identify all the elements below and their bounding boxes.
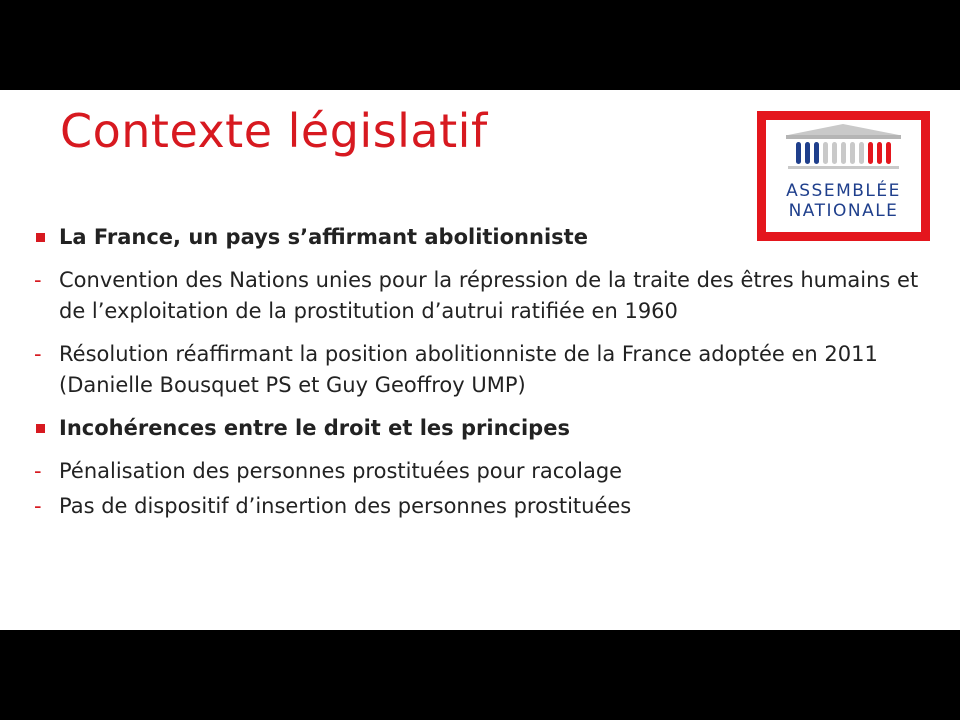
logo-inner xyxy=(766,120,921,232)
slide-content xyxy=(34,222,934,528)
dash-marker: - xyxy=(34,342,42,366)
dash-marker: - xyxy=(34,459,42,483)
logo-text-line1: ASSEMBLÉE xyxy=(786,181,901,201)
logo-text-line2: NATIONALE xyxy=(788,201,899,221)
square-bullet-icon xyxy=(36,233,45,242)
dash-text: Pas de dispositif d’insertion des personnes prostituées xyxy=(59,494,632,518)
dash-item xyxy=(34,456,934,487)
dash-text: Pénalisation des personnes prostituées pour racolage xyxy=(59,459,623,483)
letterbox-bottom xyxy=(0,630,960,720)
bullet-text: Incohérences entre le droit et les principes xyxy=(59,416,570,440)
dash-marker: - xyxy=(34,494,42,518)
dash-item xyxy=(34,491,934,522)
dash-item xyxy=(34,339,934,401)
letterbox-top xyxy=(0,0,960,90)
slide-title: Contexte législatif xyxy=(60,104,488,158)
dash-text: Convention des Nations unies pour la répression de la traite des êtres humains et de l’exploitation de la prostitution d’autrui ratifiée en 1960 xyxy=(59,268,919,323)
dash-marker: - xyxy=(34,268,42,292)
square-bullet-icon xyxy=(36,424,45,433)
slide xyxy=(0,90,960,630)
bullet-item xyxy=(34,413,934,444)
dash-item xyxy=(34,265,934,327)
bullet-item xyxy=(34,222,934,253)
dash-text: Résolution réaffirmant la position abolitionniste de la France adoptée en 2011 (Danielle Bousquet PS et Guy Geoffroy UMP) xyxy=(59,342,878,397)
bullet-text: La France, un pays s’affirmant abolitionniste xyxy=(59,225,588,249)
